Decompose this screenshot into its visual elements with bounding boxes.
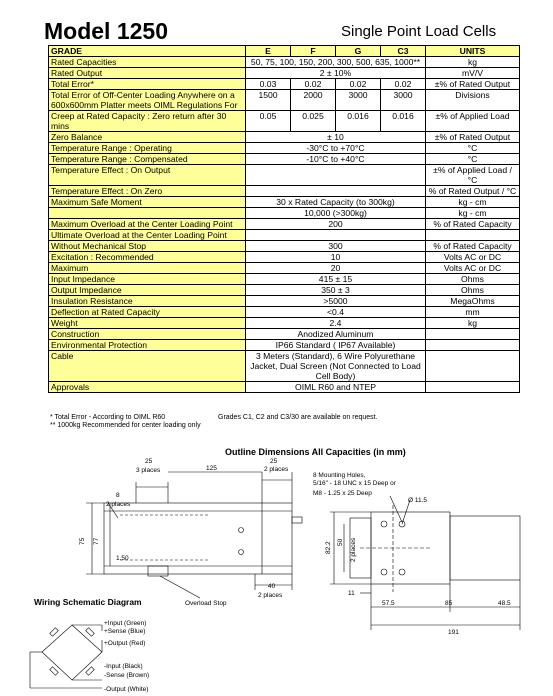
spec-grade-value: 0.025 xyxy=(291,111,336,132)
spec-unit: % of Rated Output / °C xyxy=(426,186,520,197)
spec-grade-value: 0.02 xyxy=(381,79,426,90)
product-subtitle: Single Point Load Cells xyxy=(341,23,497,40)
dim-top-85: 85 xyxy=(445,600,453,607)
mounting-holes-line2: 5/16" - 18 UNC x 15 Deep or xyxy=(313,480,396,487)
spec-label: Maximum xyxy=(49,263,246,274)
spec-unit: MegaOhms xyxy=(426,296,520,307)
spec-label: Temperature Effect : On Output xyxy=(49,165,246,186)
spec-unit: Volts AC or DC xyxy=(426,263,520,274)
spec-label: Excitation : Recommended xyxy=(49,252,246,263)
dim-side-75: 75 xyxy=(79,537,86,545)
spec-unit: kg - cm xyxy=(426,197,520,208)
spec-value: 20 xyxy=(246,263,426,274)
spec-header-cell: GRADE xyxy=(49,46,246,57)
spec-value: 2 ± 10% xyxy=(246,68,426,79)
spec-label: Maximum Safe Moment xyxy=(49,197,246,208)
spec-value: ± 10 xyxy=(246,132,426,143)
spec-label: Zero Balance xyxy=(49,132,246,143)
spec-value: >5000 xyxy=(246,296,426,307)
spec-unit: kg - cm xyxy=(426,208,520,219)
spec-label: Rated Output xyxy=(49,68,246,79)
spec-header-cell: C3 xyxy=(381,46,426,57)
spec-label: Environmental Protection xyxy=(49,340,246,351)
wire-sense-brown: -Sense (Brown) xyxy=(104,672,150,679)
spec-grade-value: 0.016 xyxy=(336,111,381,132)
spec-grade-value: 0.05 xyxy=(246,111,291,132)
dim-side-2-places-c: 2 places xyxy=(258,592,283,599)
spec-unit: kg xyxy=(426,57,520,68)
spec-unit: °C xyxy=(426,143,520,154)
spec-value: <0.4 xyxy=(246,307,426,318)
spec-label: Weight xyxy=(49,318,246,329)
spec-grade-value: 1500 xyxy=(246,90,291,111)
dim-top-2-places: 2 places xyxy=(350,537,357,562)
wheatstone-bridge xyxy=(42,625,102,680)
spec-header-cell: G xyxy=(336,46,381,57)
mounting-holes-line3: M8 - 1.25 x 25 Deep xyxy=(313,490,372,497)
spec-value: 10,000 (>300kg) xyxy=(246,208,426,219)
dim-top-50: 50 xyxy=(337,538,344,546)
spec-value: 10 xyxy=(246,252,426,263)
dim-side-3-places: 3 places xyxy=(136,467,161,474)
dim-side-77: 77 xyxy=(93,537,100,545)
dim-top-48-5: 48.5 xyxy=(498,600,511,607)
spec-value: 200 xyxy=(246,219,426,230)
spec-unit: % of Rated Capacity xyxy=(426,241,520,252)
spec-unit: ±% of Applied Load / °C xyxy=(426,165,520,186)
dim-side-2-places-b: 2 places xyxy=(106,501,131,508)
wire-input-green: +Input (Green) xyxy=(104,620,147,627)
side-view-body xyxy=(104,503,292,574)
dim-side-25: 25 xyxy=(145,458,153,465)
spec-value: 30 x Rated Capacity (to 300kg) xyxy=(246,197,426,208)
spec-header-cell: F xyxy=(291,46,336,57)
spec-value: 300 xyxy=(246,241,426,252)
dim-side-125: 125 xyxy=(206,465,217,472)
spec-unit: mV/V xyxy=(426,68,520,79)
spec-label: Temperature Range : Operating xyxy=(49,143,246,154)
wire-sense-blue: +Sense (Blue) xyxy=(104,628,146,635)
dim-top-57-5: 57.5 xyxy=(382,600,395,607)
spec-label: Deflection at Rated Capacity xyxy=(49,307,246,318)
dim-top-82: 82.2 xyxy=(325,541,332,554)
spec-value: 3 Meters (Standard), 6 Wire Polyurethane Jacket, Dual Screen (Not Connected to Load Cell Body) xyxy=(246,351,426,382)
dim-top-191: 191 xyxy=(448,629,459,636)
spec-label: Total Error of Off-Center Loading Anywhere on a 600x600mm Platter meets OIML Regulations For xyxy=(49,90,246,111)
spec-label: Total Error* xyxy=(49,79,246,90)
dim-side-8: 8 xyxy=(116,492,120,499)
spec-value: 50, 75, 100, 150, 200, 300, 500, 635, 1000** xyxy=(246,57,426,68)
spec-unit: ±% of Applied Load xyxy=(426,111,520,132)
note-recommended: ** 1000kg Recommended for center loading only xyxy=(50,422,201,429)
spec-grade-value: 3000 xyxy=(336,90,381,111)
dim-top-dia: Ø 11.5 xyxy=(408,497,428,504)
spec-unit: ±% of Rated Output xyxy=(426,79,520,90)
wire-input-black: -Input (Black) xyxy=(104,663,143,670)
spec-unit: ±% of Rated Output xyxy=(426,132,520,143)
spec-header-cell: E xyxy=(246,46,291,57)
spec-grade-value: 0.02 xyxy=(336,79,381,90)
spec-label: Temperature Effect : On Zero xyxy=(49,186,246,197)
spec-grade-value: 0.03 xyxy=(246,79,291,90)
spec-value: -30°C to +70°C xyxy=(246,143,426,154)
spec-unit: Volts AC or DC xyxy=(426,252,520,263)
dim-side-150: 1.50 xyxy=(116,555,129,562)
spec-label: Without Mechanical Stop xyxy=(49,241,246,252)
spec-label: Temperature Range : Compensated xyxy=(49,154,246,165)
spec-label: Output Impedance xyxy=(49,285,246,296)
spec-value: 350 ± 3 xyxy=(246,285,426,296)
spec-value: -10°C to +40°C xyxy=(246,154,426,165)
wiring-schematic-title: Wiring Schematic Diagram xyxy=(34,597,142,607)
spec-unit: % of Rated Capacity xyxy=(426,219,520,230)
model-title: Model 1250 xyxy=(44,18,168,44)
spec-unit: Divisions xyxy=(426,90,520,111)
spec-label: Creep at Rated Capacity : Zero return after 30 mins xyxy=(49,111,246,132)
spec-value: 415 ± 15 xyxy=(246,274,426,285)
note-grades: Grades C1, C2 and C3/30 are available on request. xyxy=(218,414,378,421)
spec-label: Approvals xyxy=(49,382,246,393)
spec-value: Anodized Aluminum xyxy=(246,329,426,340)
spec-grade-value: 2000 xyxy=(291,90,336,111)
spec-label: Insulation Resistance xyxy=(49,296,246,307)
spec-grade-value: 0.016 xyxy=(381,111,426,132)
spec-label: Rated Capacities xyxy=(49,57,246,68)
spec-unit: mm xyxy=(426,307,520,318)
outline-dimensions-title: Outline Dimensions All Capacities (in mm) xyxy=(225,447,406,457)
spec-header-cell: UNITS xyxy=(426,46,520,57)
spec-label: Construction xyxy=(49,329,246,340)
wire-output-red: +Output (Red) xyxy=(104,640,146,647)
mounting-holes-line1: 8 Mounting Holes, xyxy=(313,472,366,479)
spec-grade-value: 3000 xyxy=(381,90,426,111)
dim-side-25b: 25 xyxy=(270,458,278,465)
spec-label: Maximum Overload at the Center Loading Point xyxy=(49,219,246,230)
spec-unit: Ohms xyxy=(426,274,520,285)
dim-top-11: 11 xyxy=(348,590,355,597)
spec-value: IP66 Standard ( IP67 Available) xyxy=(246,340,426,351)
overload-stop-block xyxy=(148,566,168,576)
wire-output-white: -Output (White) xyxy=(104,686,149,693)
overload-stop-label: Overload Stop xyxy=(185,600,227,607)
spec-unit: °C xyxy=(426,154,520,165)
spec-unit: Ohms xyxy=(426,285,520,296)
dim-side-40: 40 xyxy=(268,583,276,590)
dim-side-2-places: 2 places xyxy=(264,466,289,473)
spec-label: Ultimate Overload at the Center Loading Point xyxy=(49,230,246,241)
note-total-error: * Total Error - According to OIML R60 xyxy=(50,414,166,421)
spec-grade-value: 0.02 xyxy=(291,79,336,90)
spec-value: OIML R60 and NTEP xyxy=(246,382,426,393)
spec-label: Input Impedance xyxy=(49,274,246,285)
spec-unit: kg xyxy=(426,318,520,329)
spec-label: Cable xyxy=(49,351,246,382)
spec-value: 2.4 xyxy=(246,318,426,329)
